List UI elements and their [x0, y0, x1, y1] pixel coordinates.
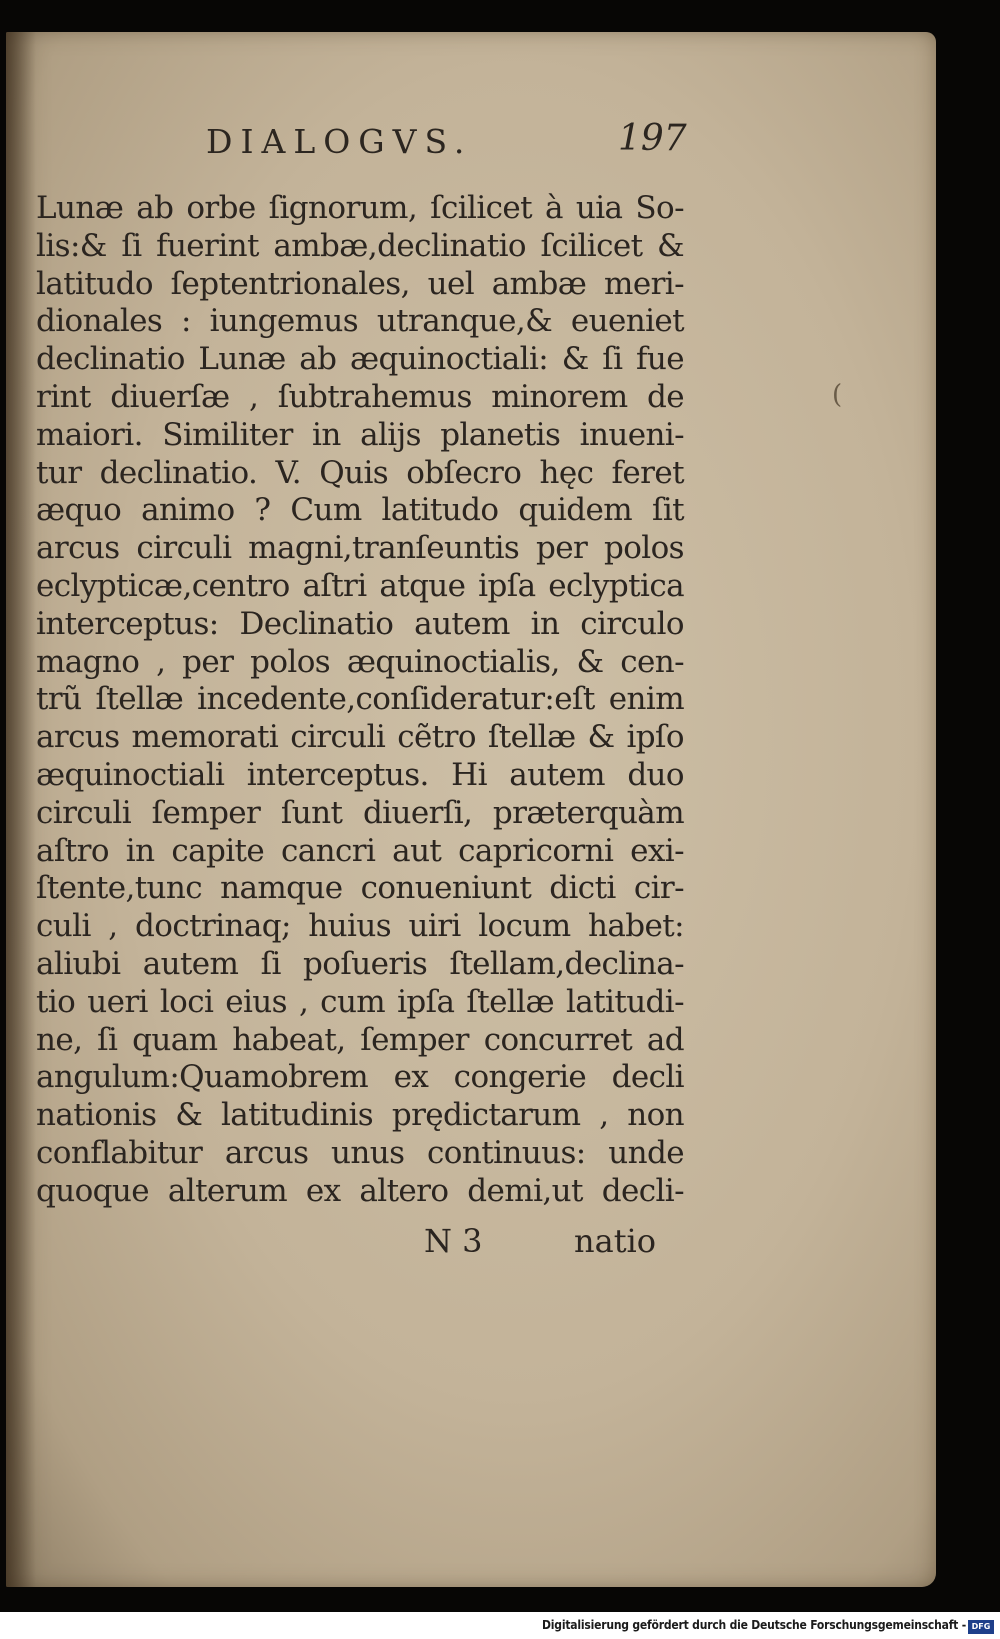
text-line: declinatio Lunæ ab æquinoctiali: & ſi fue: [36, 341, 684, 378]
page-header: [6, 118, 936, 168]
text-line: aſtro in capite cancri aut capricorni exi-: [36, 832, 684, 869]
book-page: [6, 32, 936, 1587]
text-line: arcus memorati circuli cẽtro ſtellæ & ipſo: [36, 719, 684, 756]
text-line: eclypticæ,centro aſtri atque ipſa eclyptica: [36, 567, 684, 604]
text-line: lis:& ſi fuerint ambæ,declinatio ſcilicet &: [36, 227, 684, 264]
text-line: magno , per polos æquinoctialis, & cen-: [36, 643, 684, 680]
text-line: trũ ſtellæ incedente,conſideratur:eſt enim: [36, 681, 684, 718]
text-line: ſtente,tunc namque conueniunt dicti cir-: [36, 870, 684, 907]
text-line: quoque alterum ex altero demi,ut decli-: [36, 1172, 684, 1209]
text-line: æquinoctiali interceptus. Hi autem duo: [36, 756, 684, 793]
text-line: nationis & latitudinis prędictarum , non: [36, 1097, 684, 1134]
text-line: conflabitur arcus unus continuus: unde: [36, 1134, 684, 1171]
text-line: culi , doctrinaq; huius uiri locum habet:: [36, 908, 684, 945]
text-line: maiori. Similiter in alijs planetis inueni-: [36, 416, 684, 453]
text-line: Lunæ ab orbe ſignorum, ſcilicet à uia So-: [36, 190, 684, 226]
text-line: æquo animo ? Cum latitudo quidem ſit: [36, 492, 684, 529]
running-title: DIALOGVS.: [206, 122, 473, 161]
digitization-credit: Digitalisierung gefördert durch die Deutsche Forschungsgemeinschaft -: [542, 1618, 966, 1632]
text-line: ne, ſi quam habeat, ſemper concurret ad: [36, 1021, 684, 1058]
margin-mark: (: [832, 380, 843, 410]
text-line: arcus circuli magni,tranſeuntis per polos: [36, 530, 684, 567]
text-line: latitudo ſeptentrionales, uel ambæ meri-: [36, 265, 684, 302]
page-footer: [6, 1222, 936, 1272]
gutter-shadow: [6, 32, 36, 1587]
text-line: angulum:Quamobrem ex congerie decli: [36, 1059, 684, 1096]
text-line: rint diuerſæ , ſubtrahemus minorem de: [36, 378, 684, 415]
text-line: tur declinatio. V. Quis obſecro hęc feret: [36, 454, 684, 491]
signature-mark: N 3: [424, 1222, 483, 1260]
text-line: aliubi autem ſi poſueris ſtellam,declina-: [36, 945, 684, 982]
body-text: [36, 190, 684, 1211]
text-line: interceptus: Declinatio autem in circulo: [36, 605, 684, 642]
catchword: natio: [574, 1222, 657, 1260]
text-line: dionales : iungemus utranque,& eueniet: [36, 303, 684, 340]
text-line: circuli ſemper ſunt diuerſi, præterquàm: [36, 794, 684, 831]
page-number: 197: [618, 118, 687, 159]
text-line: tio ueri loci eius , cum ipſa ſtellæ latitudi-: [36, 983, 684, 1020]
dfg-logo: DFG: [968, 1620, 994, 1634]
